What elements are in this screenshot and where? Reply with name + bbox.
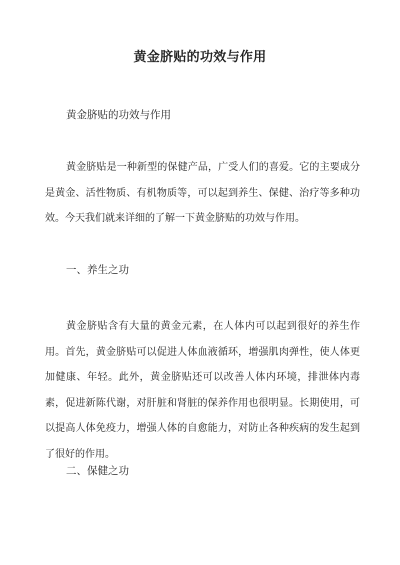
section-1-paragraph: 黄金脐贴含有大量的黄金元素，在人体内可以起到很好的养生作用。首先，黄金脐贴可以促进人体血液循环，增强肌肉弹性，使人体更加健康、年轻。此外，黄金脐贴还可以改善人体内环境，排泄体内毒素，促进新陈代谢，对肝脏和肾脏的保养作用也很明显。长期使用，可以提高人体免疫力，增强人体的自愈能力，对防止各种疾病的发生起到了很好的作用。 <box>45 321 360 460</box>
intro-paragraph: 黄金脐贴是一种新型的保健产品，广受人们的喜爱。它的主要成分是黄金、活性物质、有机物质等，可以起到养生、保健、治疗等多种功效。今天我们就来详细的了解一下黄金脐贴的功效与作用。 <box>45 162 360 224</box>
section-heading-2: 二、保健之功 <box>66 465 129 477</box>
page-title: 黄金脐贴的功效与作用 <box>133 50 267 65</box>
section-heading-1: 一、养生之功 <box>66 264 129 276</box>
document-subtitle: 黄金脐贴的功效与作用 <box>66 109 171 121</box>
